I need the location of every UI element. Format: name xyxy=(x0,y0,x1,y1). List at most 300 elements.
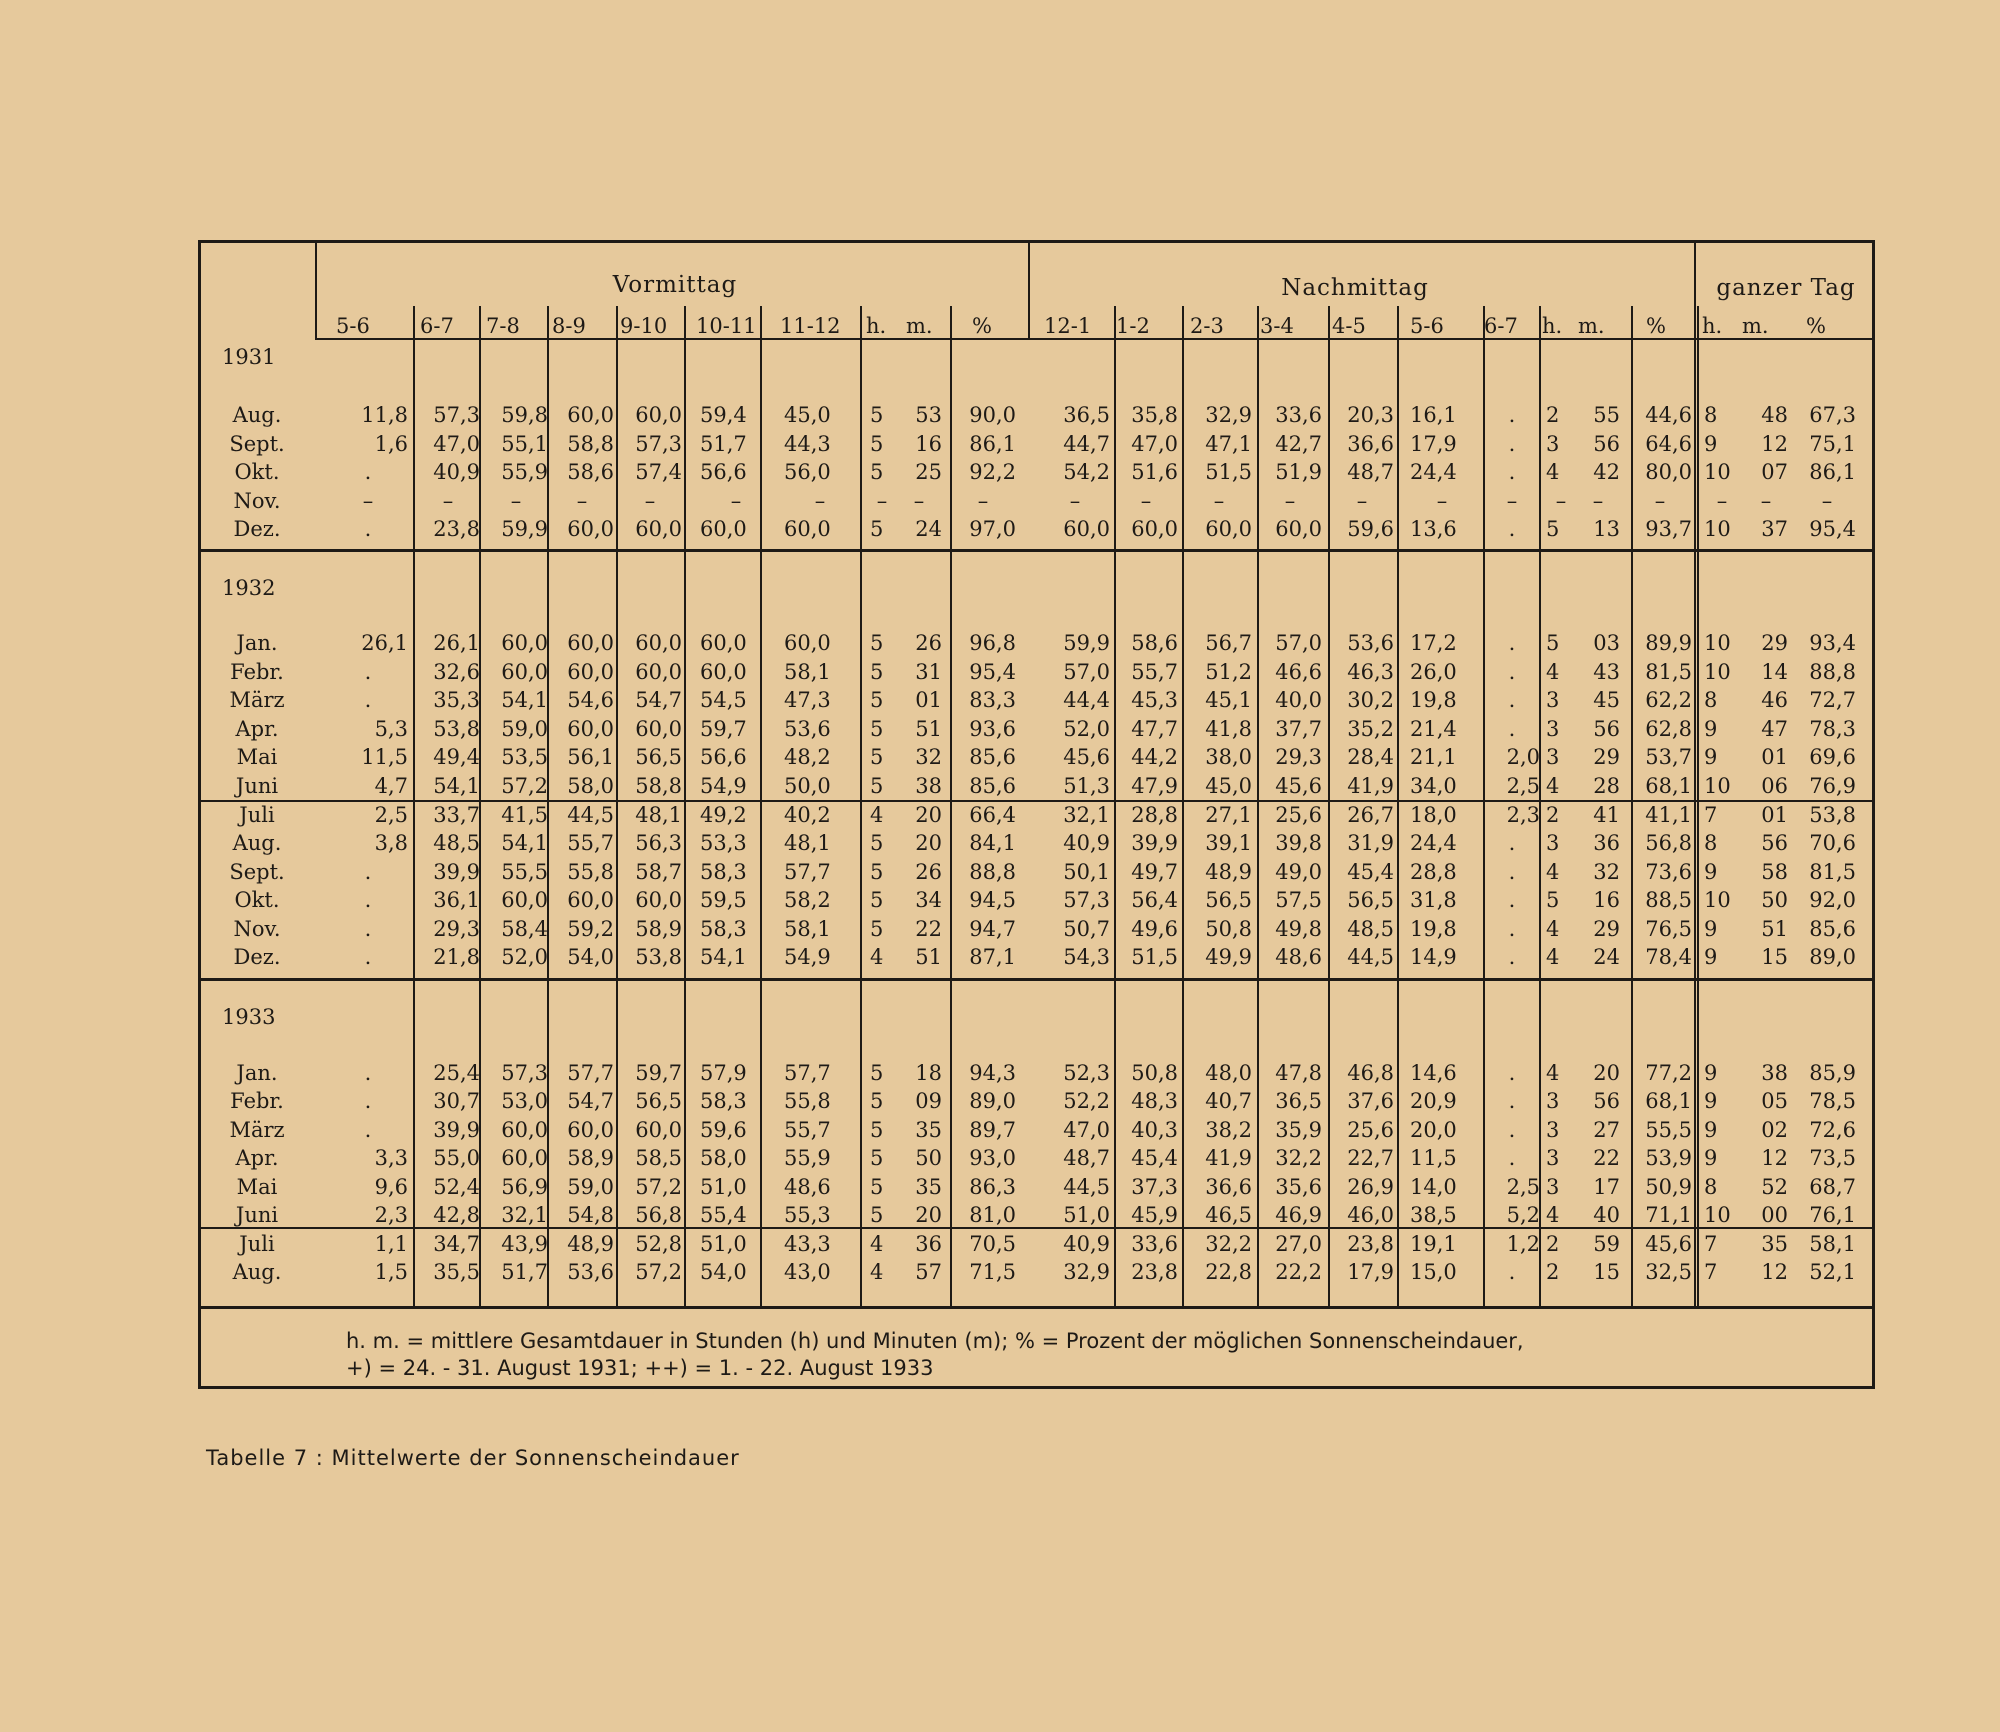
table-cell: 20 xyxy=(915,831,942,855)
table-cell: 48,7 xyxy=(1347,460,1394,484)
table-cell: 84,1 xyxy=(969,831,1016,855)
table-cell: 58,3 xyxy=(700,1089,747,1113)
table-cell: 3 xyxy=(1546,717,1560,741)
table-cell: 58,4 xyxy=(501,917,548,941)
table-cell: 33,7 xyxy=(433,803,480,827)
table-cell: 58,9 xyxy=(635,917,682,941)
table-cell: 47,8 xyxy=(1275,1061,1322,1085)
table-cell: 17,9 xyxy=(1347,1260,1394,1284)
header-bottom-line xyxy=(315,338,1875,340)
table-cell: 59,5 xyxy=(700,888,747,912)
table-cell: 60,0 xyxy=(567,888,614,912)
table-cell: 95,4 xyxy=(1809,517,1856,541)
table-cell: 3,8 xyxy=(374,831,408,855)
table-cell: 20 xyxy=(915,1203,942,1227)
table-cell: 81,5 xyxy=(1809,860,1856,884)
table-cell: 01 xyxy=(915,688,942,712)
month-cell: März xyxy=(229,688,285,712)
column-header: m. xyxy=(1578,314,1605,338)
table-cell: 54,6 xyxy=(567,688,614,712)
table-cell: 9 xyxy=(1704,1089,1718,1113)
table-cell: 94,7 xyxy=(969,917,1016,941)
table-cell: 37,6 xyxy=(1347,1089,1394,1113)
table-cell: 56 xyxy=(1593,1089,1620,1113)
table-cell: 5 xyxy=(870,432,884,456)
table-cell: 48,3 xyxy=(1131,1089,1178,1113)
table-cell: 57,4 xyxy=(635,460,682,484)
column-header: 2-3 xyxy=(1190,314,1224,338)
table-cell: 56 xyxy=(1593,432,1620,456)
table-cell: 31,8 xyxy=(1410,888,1457,912)
table-cell: 17,2 xyxy=(1410,631,1457,655)
table-cell: 28,8 xyxy=(1131,803,1178,827)
block-separator-1932 xyxy=(198,978,1875,981)
table-cell: 57,5 xyxy=(1275,888,1322,912)
table-cell: 3,3 xyxy=(374,1146,408,1170)
table-cell: . xyxy=(1508,517,1516,541)
table-cell: 4 xyxy=(1546,660,1560,684)
table-cell: 46,0 xyxy=(1347,1203,1394,1227)
table-cell: 5 xyxy=(870,1061,884,1085)
table-cell: 48,1 xyxy=(635,803,682,827)
table-cell: 58,2 xyxy=(784,888,831,912)
table-cell: 58 xyxy=(1761,860,1788,884)
table-cell: 86,3 xyxy=(969,1175,1016,1199)
table-cell: 4 xyxy=(1546,774,1560,798)
table-cell: 3 xyxy=(1546,831,1560,855)
table-cell: 01 xyxy=(1761,803,1788,827)
table-cell: – xyxy=(1506,489,1518,513)
table-cell: 56,6 xyxy=(700,745,747,769)
table-row xyxy=(0,1087,2000,1115)
table-cell: 51,5 xyxy=(1205,460,1252,484)
table-cell: 57,7 xyxy=(784,860,831,884)
table-cell: 23,8 xyxy=(1347,1232,1394,1256)
table-cell: 44,5 xyxy=(1347,945,1394,969)
table-cell: 89,0 xyxy=(969,1089,1016,1113)
table-cell: 47,3 xyxy=(784,688,831,712)
table-cell: – xyxy=(1436,489,1448,513)
table-cell: 09 xyxy=(915,1089,942,1113)
table-cell: 10 xyxy=(1704,460,1731,484)
table-cell: 58,1 xyxy=(784,660,831,684)
table-cell: 35,5 xyxy=(433,1260,480,1284)
table-cell: 55,3 xyxy=(784,1203,831,1227)
table-cell: – xyxy=(1356,489,1368,513)
table-cell: 60,0 xyxy=(567,717,614,741)
table-cell: 93,4 xyxy=(1809,631,1856,655)
table-cell: 32,2 xyxy=(1275,1146,1322,1170)
table-cell: 81,5 xyxy=(1645,660,1692,684)
table-cell: 60,0 xyxy=(567,1118,614,1142)
table-cell: – xyxy=(814,489,826,513)
table-cell: 54,1 xyxy=(700,945,747,969)
table-cell: 60,0 xyxy=(501,660,548,684)
table-cell: 14,0 xyxy=(1410,1175,1457,1199)
table-cell: 44,5 xyxy=(1063,1175,1110,1199)
table-cell: – xyxy=(1555,489,1567,513)
table-cell: 53,5 xyxy=(501,745,548,769)
table-cell: 8 xyxy=(1704,688,1718,712)
table-cell: 57 xyxy=(915,1260,942,1284)
table-cell: 35,6 xyxy=(1275,1175,1322,1199)
month-cell: Juli xyxy=(239,803,275,827)
table-cell: . xyxy=(364,945,372,969)
column-header: h. xyxy=(1702,314,1723,338)
table-cell: 78,4 xyxy=(1645,945,1692,969)
table-cell: 57,0 xyxy=(1275,631,1322,655)
table-cell: 41 xyxy=(1593,803,1620,827)
table-cell: 21,8 xyxy=(433,945,480,969)
table-cell: . xyxy=(1508,860,1516,884)
table-cell: 39,9 xyxy=(433,860,480,884)
table-cell: 7 xyxy=(1704,1232,1718,1256)
table-cell: 30,2 xyxy=(1347,688,1394,712)
table-cell: 9 xyxy=(1704,717,1718,741)
table-cell: 31 xyxy=(915,660,942,684)
table-cell: 5 xyxy=(870,917,884,941)
table-cell: 42 xyxy=(1593,460,1620,484)
table-cell: 48,2 xyxy=(784,745,831,769)
table-cell: – xyxy=(1213,489,1225,513)
table-cell: 58,0 xyxy=(567,774,614,798)
table-cell: 45,6 xyxy=(1063,745,1110,769)
table-row xyxy=(0,1173,2000,1201)
column-header: h. xyxy=(1542,314,1563,338)
table-cell: 48,0 xyxy=(1205,1061,1252,1085)
month-cell: Okt. xyxy=(234,460,280,484)
column-header: m. xyxy=(906,314,933,338)
table-cell: 58,0 xyxy=(700,1146,747,1170)
table-cell: 48,1 xyxy=(784,831,831,855)
column-header: 6-7 xyxy=(420,314,454,338)
table-cell: 27,0 xyxy=(1275,1232,1322,1256)
table-cell: 2,0 xyxy=(1506,745,1540,769)
table-cell: 60,0 xyxy=(501,1118,548,1142)
table-cell: 46,8 xyxy=(1347,1061,1394,1085)
table-cell: 47,0 xyxy=(1131,432,1178,456)
table-cell: – xyxy=(1821,489,1833,513)
table-cell: 12 xyxy=(1761,432,1788,456)
table-cell: 40,0 xyxy=(1275,688,1322,712)
table-cell: 46,9 xyxy=(1275,1203,1322,1227)
table-cell: 53,8 xyxy=(635,945,682,969)
table-caption: Tabelle 7 : Mittelwerte der Sonnenscheindauer xyxy=(206,1446,740,1470)
table-cell: 26,7 xyxy=(1347,803,1394,827)
table-cell: 92,0 xyxy=(1809,888,1856,912)
table-cell: 51 xyxy=(915,945,942,969)
table-cell: 44,2 xyxy=(1131,745,1178,769)
table-cell: 48,9 xyxy=(1205,860,1252,884)
table-cell: 58,8 xyxy=(567,432,614,456)
table-cell: 14 xyxy=(1761,660,1788,684)
table-cell: 22,8 xyxy=(1205,1260,1252,1284)
month-cell: Okt. xyxy=(234,888,280,912)
table-cell: 17,9 xyxy=(1410,432,1457,456)
table-cell: 50,9 xyxy=(1645,1175,1692,1199)
table-cell: 8 xyxy=(1704,831,1718,855)
table-cell: 36 xyxy=(915,1232,942,1256)
table-cell: 55 xyxy=(1593,403,1620,427)
table-cell: 35,3 xyxy=(433,688,480,712)
table-cell: . xyxy=(364,1061,372,1085)
table-cell: 9 xyxy=(1704,1118,1718,1142)
table-cell: 55,5 xyxy=(501,860,548,884)
table-cell: 48,5 xyxy=(433,831,480,855)
table-cell: 52,2 xyxy=(1063,1089,1110,1113)
table-cell: 48,6 xyxy=(784,1175,831,1199)
column-header: 3-4 xyxy=(1260,314,1294,338)
table-cell: 55,8 xyxy=(567,860,614,884)
table-cell: – xyxy=(1592,489,1604,513)
table-cell: 58,9 xyxy=(567,1146,614,1170)
table-cell: 59,6 xyxy=(700,1118,747,1142)
table-cell: 5 xyxy=(870,460,884,484)
column-header: 9-10 xyxy=(620,314,668,338)
table-row xyxy=(0,829,2000,857)
year-label: 1933 xyxy=(222,1005,276,1029)
table-cell: 50,0 xyxy=(784,774,831,798)
table-cell: 57,2 xyxy=(635,1175,682,1199)
table-cell: 54,5 xyxy=(700,688,747,712)
table-cell: – xyxy=(1760,489,1772,513)
table-cell: 64,6 xyxy=(1645,432,1692,456)
table-cell: . xyxy=(364,917,372,941)
table-cell: 53,6 xyxy=(784,717,831,741)
table-cell: 58,3 xyxy=(700,917,747,941)
table-cell: 46,3 xyxy=(1347,660,1394,684)
table-cell: 24,4 xyxy=(1410,460,1457,484)
table-cell: 15 xyxy=(1593,1260,1620,1284)
table-cell: 55,7 xyxy=(567,831,614,855)
table-cell: . xyxy=(364,517,372,541)
table-cell: . xyxy=(1508,403,1516,427)
table-cell: 86,1 xyxy=(1809,460,1856,484)
table-cell: 56,0 xyxy=(784,460,831,484)
table-cell: 94,5 xyxy=(969,888,1016,912)
table-cell: 5 xyxy=(870,688,884,712)
table-cell: 68,1 xyxy=(1645,1089,1692,1113)
table-cell: 4 xyxy=(870,1260,884,1284)
table-cell: 23,8 xyxy=(433,517,480,541)
table-cell: 5 xyxy=(870,1118,884,1142)
table-cell: 16 xyxy=(915,432,942,456)
table-cell: 58,5 xyxy=(635,1146,682,1170)
table-cell: 60,0 xyxy=(635,517,682,541)
table-cell: 5 xyxy=(1546,631,1560,655)
table-cell: 75,1 xyxy=(1809,432,1856,456)
table-cell: 56,1 xyxy=(567,745,614,769)
table-cell: 68,7 xyxy=(1809,1175,1856,1199)
table-cell: 02 xyxy=(1761,1118,1788,1142)
table-cell: 48,5 xyxy=(1347,917,1394,941)
table-cell: 5 xyxy=(870,403,884,427)
month-cell: Juli xyxy=(239,1232,275,1256)
table-cell: 54,7 xyxy=(635,688,682,712)
table-cell: 60,0 xyxy=(567,660,614,684)
table-cell: 25,6 xyxy=(1275,803,1322,827)
table-cell: 20,0 xyxy=(1410,1118,1457,1142)
table-cell: 28,4 xyxy=(1347,745,1394,769)
table-cell: 89,7 xyxy=(969,1118,1016,1142)
table-cell: 3 xyxy=(1546,745,1560,769)
month-cell: Aug. xyxy=(232,403,282,427)
table-cell: 36,6 xyxy=(1205,1175,1252,1199)
table-cell: 46,5 xyxy=(1205,1203,1252,1227)
month-cell: Nov. xyxy=(233,489,281,513)
table-cell: 3 xyxy=(1546,1118,1560,1142)
vormittag-header: Vormittag xyxy=(612,272,738,298)
table-cell: 2 xyxy=(1546,803,1560,827)
table-cell: 40,9 xyxy=(1063,1232,1110,1256)
table-cell: . xyxy=(364,688,372,712)
table-cell: 53 xyxy=(915,403,942,427)
table-cell: 39,8 xyxy=(1275,831,1322,855)
table-cell: 55,9 xyxy=(784,1146,831,1170)
table-cell: 4 xyxy=(870,1232,884,1256)
table-cell: 59,6 xyxy=(1347,517,1394,541)
data-bottom-line xyxy=(198,1306,1875,1309)
table-cell: 38 xyxy=(915,774,942,798)
table-cell: 69,6 xyxy=(1809,745,1856,769)
table-cell: 35,9 xyxy=(1275,1118,1322,1142)
table-cell: 60,0 xyxy=(567,631,614,655)
table-cell: 57,3 xyxy=(1063,888,1110,912)
table-cell: 52,4 xyxy=(433,1175,480,1199)
month-cell: Mai xyxy=(236,745,278,769)
table-cell: 36,6 xyxy=(1347,432,1394,456)
table-cell: 32 xyxy=(915,745,942,769)
table-cell: 56,5 xyxy=(1347,888,1394,912)
table-row xyxy=(0,1116,2000,1144)
table-cell: 38 xyxy=(1761,1061,1788,1085)
table-cell: 54,8 xyxy=(567,1203,614,1227)
table-cell: 5 xyxy=(870,831,884,855)
table-cell: 4 xyxy=(1546,917,1560,941)
table-cell: 60,0 xyxy=(700,517,747,541)
table-cell: 4 xyxy=(1546,860,1560,884)
table-cell: 14,6 xyxy=(1410,1061,1457,1085)
table-row xyxy=(0,772,2000,800)
table-cell: 60,0 xyxy=(635,717,682,741)
column-header: % xyxy=(1646,314,1666,338)
table-cell: 5 xyxy=(870,774,884,798)
table-cell: 47,7 xyxy=(1131,717,1178,741)
table-cell: 40,9 xyxy=(1063,831,1110,855)
table-row xyxy=(0,430,2000,458)
table-cell: 62,8 xyxy=(1645,717,1692,741)
table-cell: 60,0 xyxy=(501,888,548,912)
table-cell: 53,8 xyxy=(1809,803,1856,827)
table-cell: 55,7 xyxy=(784,1118,831,1142)
table-cell: 49,0 xyxy=(1275,860,1322,884)
table-cell: 44,4 xyxy=(1063,688,1110,712)
table-cell: 62,2 xyxy=(1645,688,1692,712)
table-cell: 10 xyxy=(1704,631,1731,655)
table-cell: 37,3 xyxy=(1131,1175,1178,1199)
table-cell: 32,9 xyxy=(1063,1260,1110,1284)
table-cell: 20,3 xyxy=(1347,403,1394,427)
table-cell: 83,3 xyxy=(969,688,1016,712)
table-cell: . xyxy=(1508,1118,1516,1142)
table-cell: 44,6 xyxy=(1645,403,1692,427)
table-cell: 32,9 xyxy=(1205,403,1252,427)
month-cell: Sept. xyxy=(229,860,285,884)
table-cell: 20 xyxy=(915,803,942,827)
table-cell: 50 xyxy=(915,1146,942,1170)
table-cell: 40,2 xyxy=(784,803,831,827)
table-cell: 32,1 xyxy=(501,1203,548,1227)
table-cell: 9 xyxy=(1704,945,1718,969)
table-cell: 60,0 xyxy=(1131,517,1178,541)
column-header: 4-5 xyxy=(1332,314,1366,338)
table-cell: 51,7 xyxy=(700,432,747,456)
table-cell: . xyxy=(1508,688,1516,712)
table-cell: 26,1 xyxy=(361,631,408,655)
table-cell: 57,2 xyxy=(635,1260,682,1284)
column-header: 5-6 xyxy=(1410,314,1444,338)
table-cell: 56,8 xyxy=(635,1203,682,1227)
table-row xyxy=(0,1258,2000,1286)
table-cell: 54,0 xyxy=(700,1260,747,1284)
table-cell: 38,5 xyxy=(1410,1203,1457,1227)
table-cell: – xyxy=(730,489,742,513)
table-cell: 45,6 xyxy=(1275,774,1322,798)
table-cell: 06 xyxy=(1761,774,1788,798)
table-row xyxy=(0,886,2000,914)
table-cell: 10 xyxy=(1704,1203,1731,1227)
table-cell: 4 xyxy=(870,945,884,969)
footnote-line-1: h. m. = mittlere Gesamtdauer in Stunden (h) und Minuten (m); % = Prozent der möglichen Sonnenscheindauer, xyxy=(346,1329,1524,1353)
table-cell: 12 xyxy=(1761,1260,1788,1284)
table-cell: 57,7 xyxy=(784,1061,831,1085)
table-cell: 45,3 xyxy=(1131,688,1178,712)
table-cell: 55,9 xyxy=(501,460,548,484)
table-cell: 2,5 xyxy=(374,803,408,827)
table-cell: 56,7 xyxy=(1205,631,1252,655)
table-cell: 49,4 xyxy=(433,745,480,769)
table-cell: 20 xyxy=(1593,1061,1620,1085)
table-cell: 90,0 xyxy=(969,403,1016,427)
table-row xyxy=(0,515,2000,543)
table-cell: 46,6 xyxy=(1275,660,1322,684)
table-cell: 67,3 xyxy=(1809,403,1856,427)
table-cell: 94,3 xyxy=(969,1061,1016,1085)
table-cell: – xyxy=(644,489,656,513)
table-cell: . xyxy=(1508,1146,1516,1170)
table-cell: 60,0 xyxy=(635,660,682,684)
table-cell: 4 xyxy=(1546,945,1560,969)
month-cell: Jan. xyxy=(236,631,278,655)
table-cell: . xyxy=(364,460,372,484)
table-cell: 32,5 xyxy=(1645,1260,1692,1284)
table-cell: 49,9 xyxy=(1205,945,1252,969)
table-cell: 73,6 xyxy=(1645,860,1692,884)
table-cell: 5 xyxy=(1546,517,1560,541)
table-cell: 20,9 xyxy=(1410,1089,1457,1113)
table-cell: 42,7 xyxy=(1275,432,1322,456)
table-cell: 38,0 xyxy=(1205,745,1252,769)
table-cell: 60,0 xyxy=(501,631,548,655)
table-cell: 55,1 xyxy=(501,432,548,456)
table-cell: 32,6 xyxy=(433,660,480,684)
table-cell: 89,9 xyxy=(1645,631,1692,655)
table-cell: 45,6 xyxy=(1645,1232,1692,1256)
table-cell: 26 xyxy=(915,631,942,655)
table-cell: 05 xyxy=(1761,1089,1788,1113)
table-cell: 37,7 xyxy=(1275,717,1322,741)
table-cell: 60,0 xyxy=(784,631,831,655)
